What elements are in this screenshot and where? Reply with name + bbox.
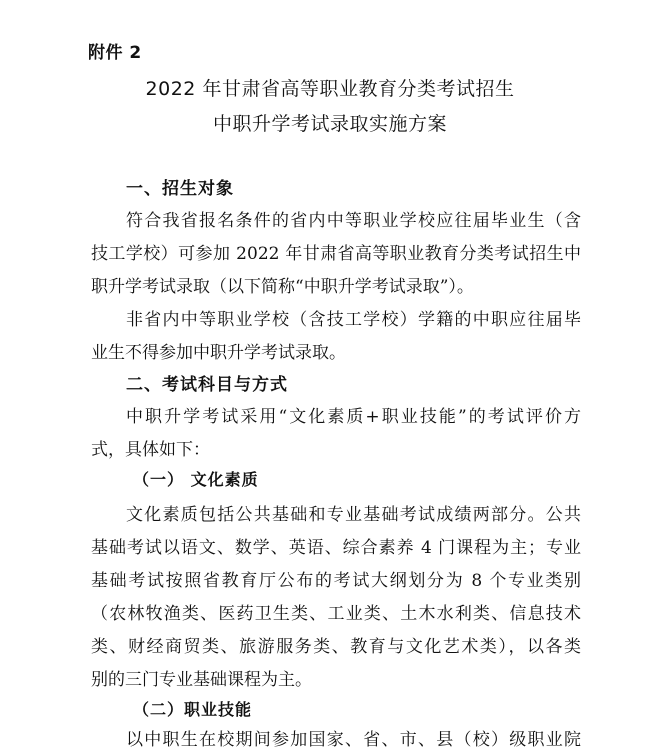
- paragraph-line: 技工学校）可参加 2022 年甘肃省高等职业教育分类考试招生中: [91, 244, 581, 264]
- paragraph-line: （农林牧渔类、医药卫生类、工业类、土木水利类、信息技术: [91, 604, 581, 624]
- paragraph-line: 文化素质包括公共基础和专业基础考试成绩两部分。公共: [126, 505, 581, 525]
- document-title-line-1: 2022 年甘肃省高等职业教育分类考试招生: [145, 78, 515, 100]
- paragraph-line: 非省内中等职业学校（含技工学校）学籍的中职应往届毕: [126, 310, 581, 330]
- paragraph-line: 以中职生在校期间参加国家、省、市、县（校）级职业院: [126, 730, 581, 750]
- paragraph-line: 符合我省报名条件的省内中等职业学校应往届毕业生（含: [126, 211, 581, 231]
- section-1-heading: 一、招生对象: [126, 179, 234, 199]
- paragraph-line: 职升学考试录取（以下简称“中职升学考试录取”）。: [91, 277, 474, 297]
- paragraph-line: 基础考试按照省教育厅公布的考试大纲划分为 8 个专业类别: [91, 571, 581, 591]
- paragraph-line: 类、财经商贸类、旅游服务类、教育与文化艺术类），以各类: [91, 637, 581, 657]
- section-2-heading: 二、考试科目与方式: [126, 375, 288, 395]
- document-title-line-2: 中职升学考试录取实施方案: [212, 113, 447, 135]
- paragraph-line: 别的三门专业基础课程为主。: [91, 670, 312, 690]
- paragraph-line: 中职升学考试采用“文化素质+职业技能”的考试评价方: [126, 407, 581, 427]
- paragraph-line: 业生不得参加中职升学考试录取。: [91, 343, 346, 363]
- attachment-label: 附件 2: [88, 43, 142, 63]
- paragraph-line: 基础考试以语文、数学、英语、综合素养 4 门课程为主；专业: [91, 538, 581, 558]
- paragraph-line: 式，具体如下：: [91, 440, 210, 460]
- subsection-2-heading: （二）职业技能: [133, 700, 253, 719]
- subsection-1-heading: （一） 文化素质: [133, 470, 259, 489]
